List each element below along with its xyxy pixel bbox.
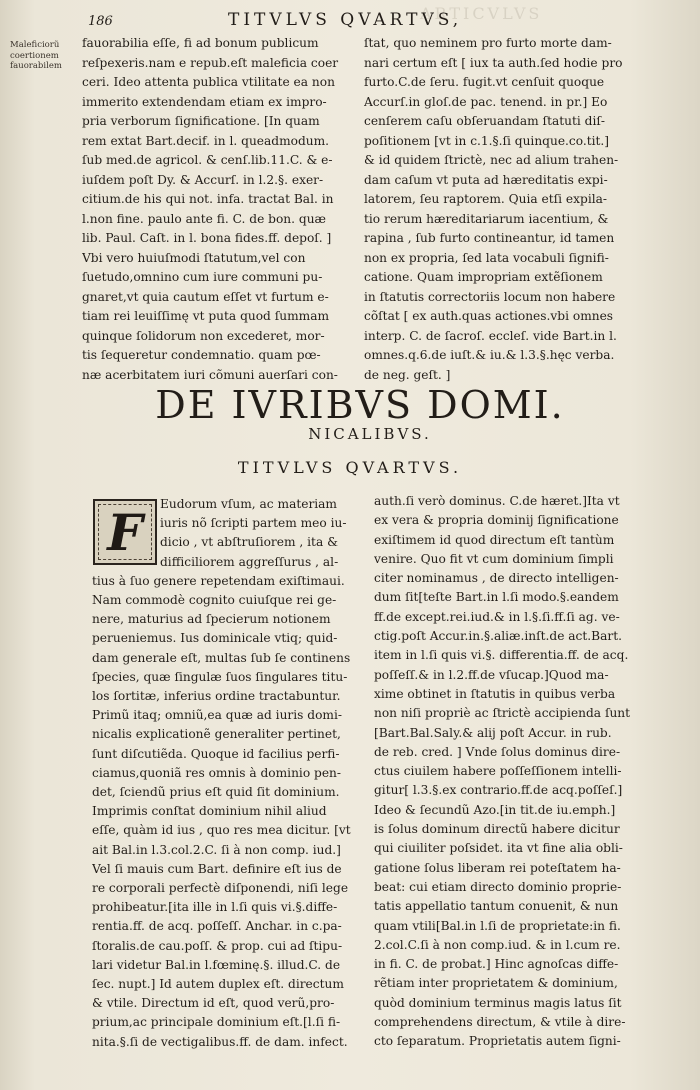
text-line: in fi. C. de probat.] Hinc agnoſcas diffe- [374,957,619,972]
text-line: nicalis explicationẽ generaliter pertinet, [92,727,341,742]
text-line: perueniemus. Ius dominicale vtiq; quid- [92,631,338,646]
text-line: comprehendens directum, & vtile à dire- [374,1015,626,1030]
text-line: ait Bal.in l.3.col.2.C. ſi à non comp. iud.] [92,842,341,857]
text-line: Nam commodè cognito cuiuſque rei ge- [92,593,337,608]
text-line: Accurſ.in gloſ.de pac. tenend. in pr.] Eo [364,94,608,109]
text-line: rẽtiam inter proprietatem & dominium, [374,976,618,991]
text-line: citer nominamus , de directo intelligen- [374,571,619,586]
text-line: cto ſeparatum. Proprietatis autem ſigni- [374,1034,621,1049]
text-line: l.non fine. paulo ante fi. C. de bon. quæ [82,211,326,226]
text-line: is ſolus dominum directũ habere dicitur [374,822,620,837]
text-line: ſub med.de agricol. & cenſ.lib.11.C. & e- [82,153,333,167]
section-heading: TITVLVS QVARTVS. [237,458,463,477]
text-line: iuris nõ ſcripti partem meo iu- [160,516,347,531]
text-line: rentia.ff. de acq. poſſeſſ. Anchar. in c.pa- [92,919,342,934]
text-line: venire. Quo fit vt cum dominium ſimpli [374,551,614,566]
bottom-right-column [374,492,642,1052]
chapter-subtitle-text: NICALIBVS. [308,425,432,443]
chapter-subtitle [0,425,700,443]
text-line: ſec. nupt.] Id autem duplex eſt. directum [92,977,344,992]
text-line: gitur[ l.3.§.ex contrario.ff.de acq.poſſeſ.] [374,783,623,798]
text-line: dam generale eſt, multas ſub ſe continens [92,650,351,665]
text-line: catione. Quam impropriam extẽſionem [364,270,603,284]
text-line: ſuetudo,omnino cum iure communi pu- [82,270,323,284]
text-line: pria verborum ſignificatione. [In quam [82,114,320,128]
chapter-title [0,384,700,426]
text-line: nere, maturius ad ſpecierum notionem [92,612,331,627]
text-line: Primũ itaq; omniũ,ea quæ ad iuris domi- [92,708,342,723]
text-line: nari certum eſt [ iux ta auth.ſed hodie pro [364,55,623,70]
text-line: xime obtinet in ſtatutis in quibus verba [374,686,616,701]
text-line: interp. C. de ſacroſ. eccleſ. vide Bart.in l. [364,328,617,343]
text-line: tius à ſuo genere repetendam exiſtimaui. [92,573,345,588]
text-line: latorem, ſeu raptorem. Quia etſi expila- [364,192,608,206]
text-line: Eudorum vſum, ac materiam [160,497,337,511]
text-line: [Bart.Bal.Saly.& alij poſt Accur. in rub. [374,725,612,740]
bottom-left-column [92,495,360,1052]
text-line: item in l.ſi quis vi.§. differentia.ff. de acq. [374,648,629,663]
text-line: de neg. geſt. ] [364,367,451,382]
text-line: prohibeatur.[ita ille in l.ſi quis vi.§.diffe- [92,900,338,915]
text-line: immerito extendendam etiam ex impro- [82,94,327,109]
text-line: ctus ciuilem habere poſſeſſionem intelli- [374,764,622,779]
text-line: quinque ſolidorum non excederet, mor- [82,328,325,343]
text-line: 2.col.C.ſi à non comp.iud. & in l.cum re. [374,937,621,952]
show-through-text: ARTICVLVS [420,4,543,23]
text-line: cenſerem caſu obſeruandam ſtatuti diſ- [364,114,605,128]
text-line: exiſtimem id quod directum eſt tantùm [374,532,615,547]
text-line: prium,ac principale dominium eſt.[l.ſi fi- [92,1015,341,1030]
text-line: ff.de except.rei.iud.& in l.§.ſi.ff.ſi ag. ve- [374,609,620,624]
running-head: TITVLVS QVARTVS, [228,10,463,30]
text-line: dicio , vt abſtruſiorem , ita & [160,535,338,550]
text-line: non niſi propriè ac ſtrictè accipienda ſunt [374,706,631,721]
text-line: los ſortitæ, inferius ordine tractabuntur. [92,689,341,704]
text-line: ſunt diſcutiẽda. Quoque id facilius perfi- [92,746,340,761]
text-line: ctig.poſt Accur.in.§.aliæ.inſt.de act.Bart. [374,629,622,644]
text-line: & id quidem ſtrictè, nec ad alium trahen- [364,153,619,167]
text-line: Imprimis conſtat dominium nihil aliud [92,804,327,819]
text-line: furto.C.de ſeru. fugit.vt cenſuit quoque [364,75,605,89]
drop-cap-letter: F [107,502,143,562]
text-line: omnes.q.6.de iuſt.& iu.& l.3.§.hęc verba. [364,348,615,362]
text-line: ceri. Ideo attenta publica vtilitate ea non [82,75,335,89]
text-line: non ex propria, ſed lata vocabuli ſignifi- [364,250,609,265]
text-line: ciamus,quoniã res omnis à dominio pen- [92,765,342,780]
text-line: det, ſciendũ prius eſt quid ſit dominium. [92,785,340,800]
text-line: tis ſequeretur condemnatio. quam pœ- [82,348,321,362]
text-line: reſpexeris.nam e repub.eſt maleficia coer [82,55,339,70]
top-left-column [82,34,357,385]
top-right-column [364,34,629,385]
text-line: eſſe, quàm id ius , quo res mea dicitur. [vt [92,823,351,838]
text-line: Vbi vero huiuſmodi ſtatutum,vel con [82,250,306,265]
text-line: dam caſum vt puta ad hæreditatis expi- [364,172,608,187]
text-line: tiam rei leuiſſimę vt puta quod ſummam [82,309,330,323]
text-line: tio rerum hæreditariarum iacentium, & [364,211,609,226]
chapter-title-text: DE IVRIBVS DOMI. [155,383,565,427]
margin-note-line: coertionem [10,50,59,61]
text-line: Vel ſi mauis cum Bart. definire eſt ius de [92,861,342,876]
text-line: næ acerbitatem iuri cõmuni auerſari con- [82,367,338,382]
text-line: auth.ſi verò dominus. C.de hæret.]Ita vt [374,494,620,508]
text-line: gatione ſolus liberam rei poteſtatem ha- [374,860,621,875]
margin-note [10,40,82,72]
text-line: quòd dominium terminus magis latus ſit [374,995,622,1010]
text-line: & vtile. Directum id eſt, quod verũ,pro- [92,996,335,1011]
text-line: ſtoralis.de cau.poſſ. & prop. cui ad ſtipu- [92,938,343,953]
text-line: lib. Paul. Caſt. in l. bona fides.ff. depoſ. ] [82,231,332,245]
text-line: re corporali perfectè diſponendi, niſi lege [92,881,349,896]
text-line: dum ſit[teſte Bart.in l.ſi modo.§.eandem [374,590,619,605]
margin-note-line: Maleficiorũ [10,40,60,50]
text-line: ſtat, quo neminem pro furto morte dam- [364,36,612,50]
text-line: iuſdem poſt Dy. & Accurſ. in l.2.§. exer- [82,172,324,187]
text-line: ſpecies, quæ ſingulæ ſuos ſingulares titu- [92,669,348,684]
text-line: ex vera & propria dominij ſignificatione [374,513,619,528]
text-line: poſitionem [vt in c.1.§.ſi quinque.co.tit.] [364,133,610,148]
text-line: qui ciuiliter poſsidet. ita vt fine alia obli- [374,841,623,856]
text-line: lari videtur Bal.in l.fœminę.§. illud.C. de [92,957,341,972]
text-line: fauorabilia eſſe, fi ad bonum publicum [82,36,319,50]
text-line: nita.§.ſi de vectigalibus.ff. de dam. infect. [92,1034,348,1049]
text-line: gnaret,vt quia cautum eſſet vt furtum e- [82,289,329,304]
text-line: in ſtatutis correctoriis locum non habere [364,289,616,304]
text-line: rapina , ſub furto contineantur, id tamen [364,231,615,245]
text-line: citium.de his qui not. infa. tractat Bal. in [82,192,334,206]
text-line: quam vtili[Bal.in l.ſi de proprietate:in fi. [374,918,621,933]
text-line: tatis appellatio tantum conuenit, & nun [374,899,619,914]
text-line: difficiliorem aggreſſurus , al- [160,554,339,569]
text-line: rem extat Bart.decif. in l. queadmodum. [82,133,330,148]
page-number: 186 [88,14,113,29]
text-line: poſſeſſ.& in l.2.ff.de vſucap.]Quod ma- [374,667,609,682]
text-line: Ideo & ſecundũ Azo.[in tit.de iu.emph.] [374,802,616,817]
text-line: beat: cui etiam directo dominio proprie- [374,879,622,894]
text-line: cõſtat [ ex auth.quas actiones.vbi omnes [364,309,614,323]
text-line: de reb. cred. ] Vnde ſolus dominus dire- [374,744,621,759]
margin-note-line: fauorabilem [10,61,62,72]
